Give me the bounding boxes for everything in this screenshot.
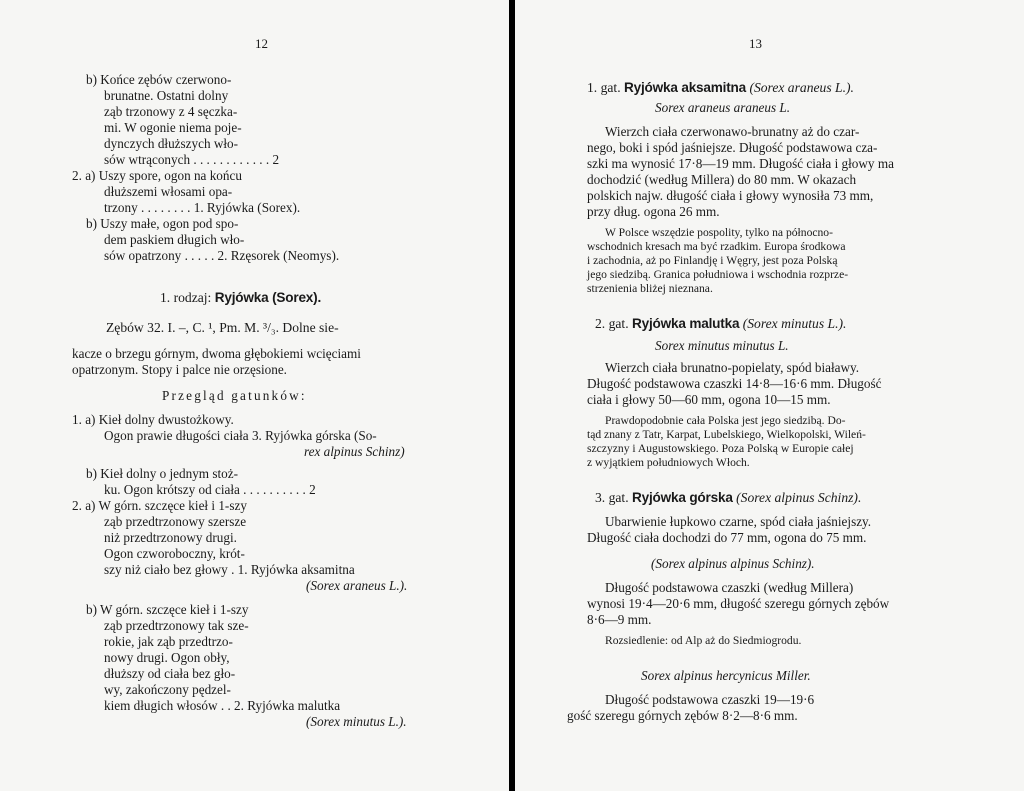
- range-line: szczyzny i Augustowskiego. Poza Polską w Europie całej: [587, 442, 854, 455]
- key-line: ząb przedtrzonowy szersze: [104, 514, 247, 529]
- page-number: 12: [255, 36, 268, 51]
- range-line: tąd znany z Tatr, Karpat, Lubelskiego, Wielkopolski, Wileń-: [587, 428, 866, 441]
- body-line: przy dług. ogona 26 mm.: [587, 204, 720, 219]
- body-line: 8·6—9 mm.: [587, 612, 652, 627]
- body-line: szki ma wynosić 17·8—19 mm. Długość ciała i głowy ma: [587, 156, 894, 171]
- key-line: b) Końce zębów czerwono-: [86, 72, 232, 87]
- body-line: Długość podstawowa czaszki 19—19·6: [605, 692, 815, 707]
- range-line: jego siedzibą. Granica południowa i wschodnia rozprze-: [587, 268, 849, 281]
- key-line: nowy drugi. Ogon obły,: [104, 650, 230, 665]
- body-line: ciała i głowy 50—60 mm, ogona 10—15 mm.: [587, 392, 831, 407]
- key-line: 2. a) Uszy spore, ogon na końcu: [72, 168, 242, 183]
- overview-heading: Przegląd gatunków:: [162, 388, 307, 403]
- right-page: [515, 0, 1024, 791]
- body-line: wynosi 19·4—20·6 mm, długość szeregu górnych zębów: [587, 596, 890, 611]
- body-line: Długość podstawowa czaszki 14·8—16·6 mm. Długość: [587, 376, 882, 391]
- key-line: ku. Ogon krótszy od ciała . . . . . . . . . . 2: [104, 482, 316, 497]
- range-line: Rozsiedlenie: od Alp aż do Siedmiogrodu.: [605, 634, 802, 647]
- genus-heading: 1. rodzaj: Ryjówka (Sorex).: [160, 290, 322, 305]
- teeth-formula: Zębów 32. I. –, C. ¹, Pm. M. ³/₃. Dolne sie-: [106, 320, 339, 335]
- range-line: W Polsce wszędzie pospolity, tylko na północno-: [605, 226, 833, 239]
- key-line: dem paskiem długich wło-: [104, 232, 245, 247]
- key-line: 1. a) Kieł dolny dwustożkowy.: [72, 412, 234, 427]
- range-line: wschodnich kresach ma być rzadkim. Europa środkowa: [587, 240, 846, 253]
- key-line: sów wtrąconych . . . . . . . . . . . . 2: [104, 152, 280, 167]
- body-line: Ubarwienie łupkowo czarne, spód ciała jaśniejszy.: [605, 514, 872, 529]
- range-line: Prawdopodobnie cała Polska jest jego siedzibą. Do-: [605, 414, 846, 427]
- key-line: szy niż ciało bez głowy . 1. Ryjówka aksamitna: [104, 562, 355, 577]
- left-page: [0, 0, 509, 791]
- body-line: gość szeregu górnych zębów 8·2—8·6 mm.: [567, 708, 798, 723]
- desc-line: opatrzonym. Stopy i palce nie orzęsione.: [72, 362, 287, 377]
- key-line: sów opatrzony . . . . . 2. Rzęsorek (Neomys).: [104, 248, 340, 263]
- key-line: trzony . . . . . . . . 1. Ryjówka (Sorex).: [104, 200, 301, 215]
- key-line: ząb przedtrzonowy tak sze-: [104, 618, 249, 633]
- species-heading: 2. gat. Ryjówka malutka (Sorex minutus L.).: [595, 316, 847, 331]
- key-line: Ogon czworoboczny, krót-: [104, 546, 245, 561]
- page-number: 13: [749, 36, 762, 51]
- key-line: dynczych dłuższych wło-: [104, 136, 239, 151]
- body-line: Wierzch ciała brunatno-popielaty, spód białawy.: [605, 360, 860, 375]
- key-line: ząb trzonowy z 4 sęczka-: [104, 104, 238, 119]
- key-line: kiem długich włosów . . 2. Ryjówka malutka: [104, 698, 341, 713]
- key-line: (Sorex minutus L.).: [306, 714, 407, 729]
- body-line: Wierzch ciała czerwonawo-brunatny aż do czar-: [605, 124, 860, 139]
- key-line: niż przedtrzonowy drugi.: [104, 530, 237, 545]
- key-line: 2. a) W górn. szczęce kieł i 1-szy: [72, 498, 247, 513]
- key-line: rokie, jak ząb przedtrzo-: [104, 634, 233, 649]
- key-line: (Sorex araneus L.).: [306, 578, 408, 593]
- key-line: Ogon prawie długości ciała 3. Ryjówka górska (So-: [104, 428, 377, 443]
- species-heading: 3. gat. Ryjówka górska (Sorex alpinus Schinz).: [595, 490, 862, 505]
- key-line: dłuższemi włosami opa-: [104, 184, 233, 199]
- species-heading: 1. gat. Ryjówka aksamitna (Sorex araneus L.).: [587, 80, 854, 95]
- key-line: b) W górn. szczęce kieł i 1-szy: [86, 602, 249, 617]
- range-line: strzenienia bliżej nieznana.: [587, 282, 713, 295]
- range-line: i zachodnia, aż po Finlandję i Węgry, jest poza Polską: [587, 254, 838, 267]
- key-line: wy, zakończony pędzel-: [104, 682, 231, 697]
- subspecies-name: (Sorex alpinus alpinus Schinz).: [651, 556, 815, 571]
- subspecies-name: Sorex araneus araneus L.: [655, 100, 791, 115]
- body-line: dochodzić (według Millera) do 80 mm. W okazach: [587, 172, 857, 187]
- key-line: mi. W ogonie niema poje-: [104, 120, 242, 135]
- body-line: Długość podstawowa czaszki (według Millera): [605, 580, 854, 595]
- key-line: rex alpinus Schinz): [304, 444, 405, 459]
- key-line: dłuższy od ciała bez gło-: [104, 666, 236, 681]
- key-line: b) Uszy małe, ogon pod spo-: [86, 216, 239, 231]
- subspecies-name: Sorex minutus minutus L.: [655, 338, 789, 353]
- body-line: polskich najw. długość ciała i głowy wynosiła 73 mm,: [587, 188, 874, 203]
- key-line: brunatne. Ostatni dolny: [104, 88, 229, 103]
- body-line: Długość ciała dochodzi do 77 mm, ogona do 75 mm.: [587, 530, 867, 545]
- range-line: z wyjątkiem południowych Włoch.: [587, 456, 750, 469]
- desc-line: kacze o brzegu górnym, dwoma głębokiemi wcięciami: [72, 346, 361, 361]
- body-line: nego, boki i spód jaśniejsze. Długość podstawowa cza-: [587, 140, 878, 155]
- subspecies-name: Sorex alpinus hercynicus Miller.: [641, 668, 811, 683]
- key-line: b) Kieł dolny o jednym stoż-: [86, 466, 238, 481]
